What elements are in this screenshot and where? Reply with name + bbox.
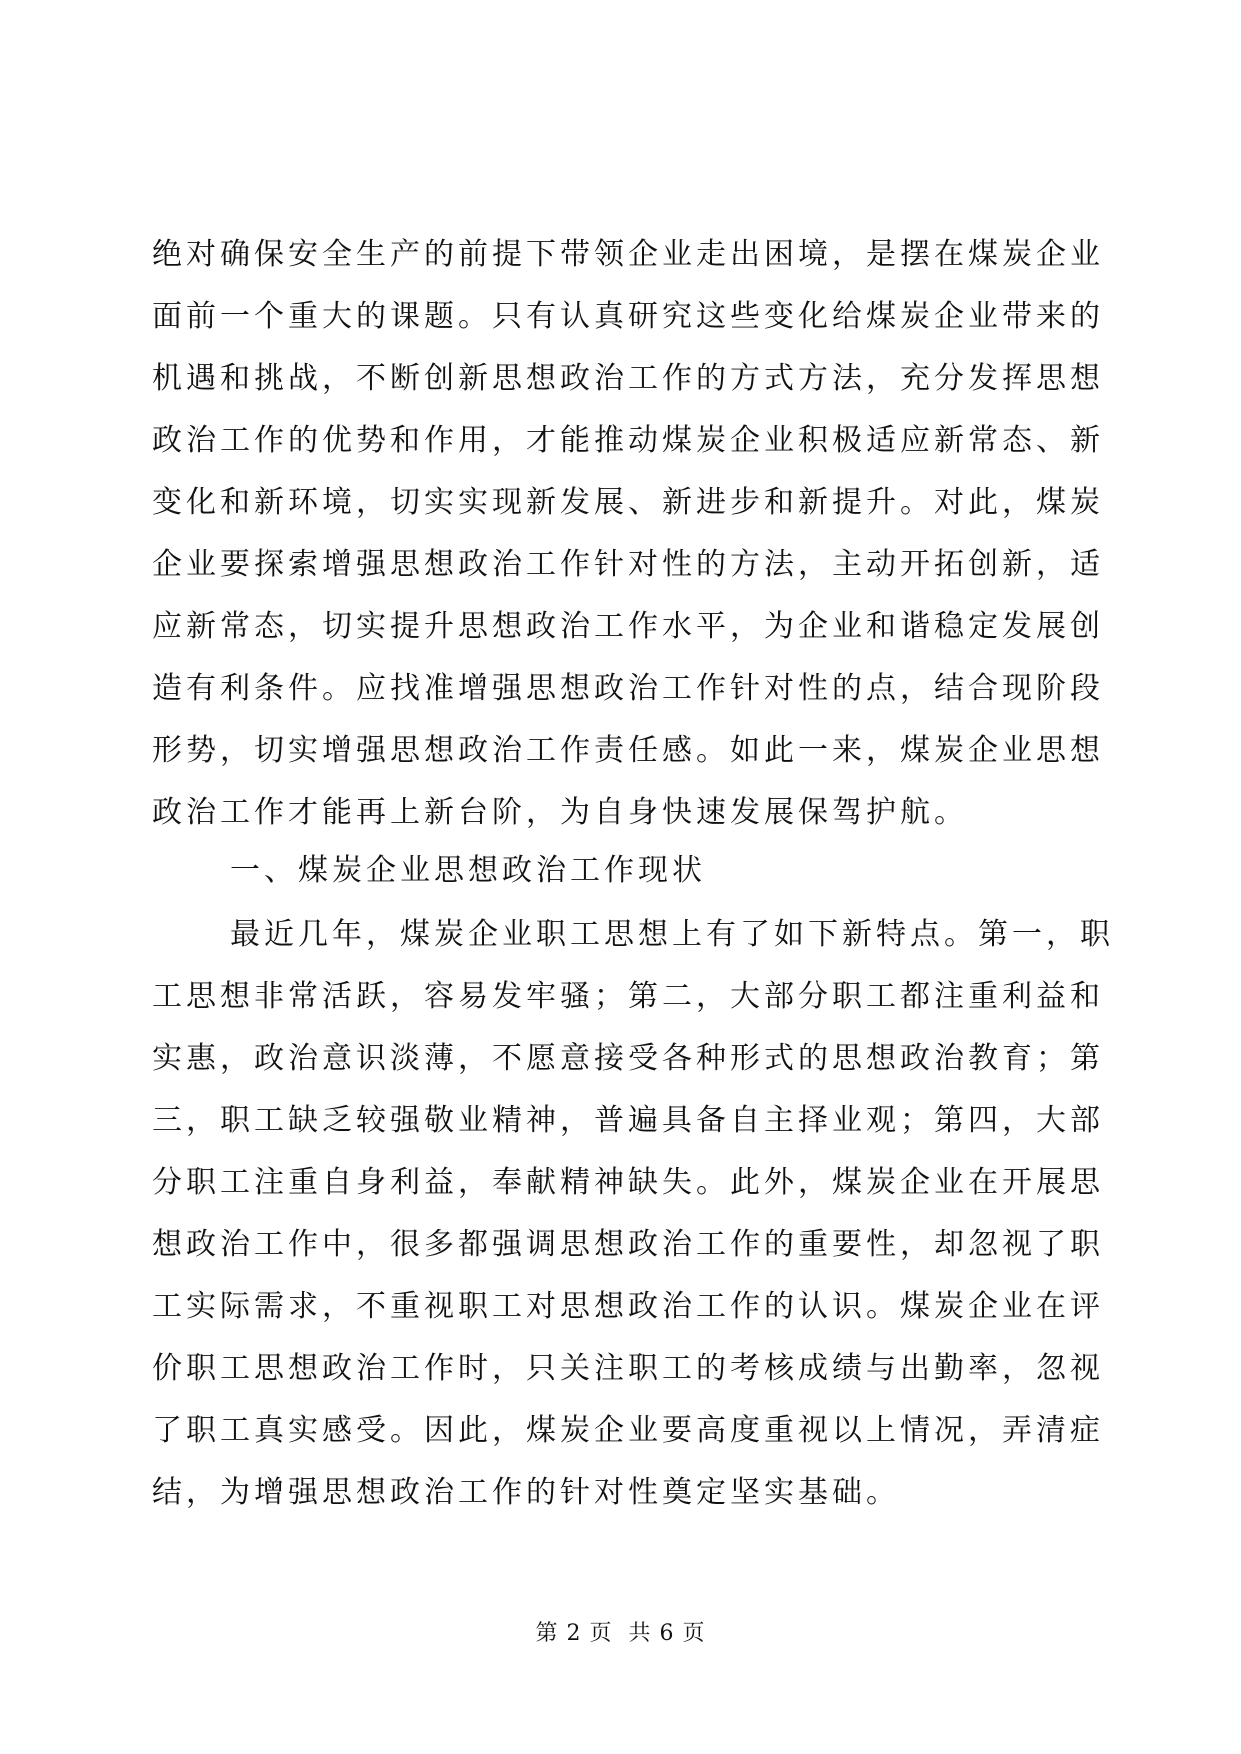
paragraph-line: 了职工真实感受。因此，煤炭企业要高度重视以上情况，弄清症 bbox=[152, 1413, 1104, 1448]
intro-paragraph bbox=[152, 224, 1104, 844]
paragraph-line: 三，职工缺乏较强敬业精神，普遍具备自主择业观；第四，大部 bbox=[152, 1103, 1104, 1138]
paragraph-line: 政治工作才能再上新台阶，为自身快速发展保驾护航。 bbox=[152, 795, 968, 830]
paragraph-line: 工思想非常活跃，容易发牢骚；第二，大部分职工都注重利益和 bbox=[152, 979, 1104, 1014]
paragraph-line: 形势，切实增强思想政治工作责任感。如此一来，煤炭企业思想 bbox=[152, 733, 1104, 768]
section-heading: 一、煤炭企业思想政治工作现状 bbox=[230, 853, 706, 888]
current-status-paragraph bbox=[152, 904, 1114, 1524]
paragraph-line: 想政治工作中，很多都强调思想政治工作的重要性，却忽视了职 bbox=[152, 1227, 1104, 1262]
paragraph-line: 最近几年，煤炭企业职工思想上有了如下新特点。第一，职 bbox=[230, 917, 1114, 952]
paragraph-line: 工实际需求，不重视职工对思想政治工作的认识。煤炭企业在评 bbox=[152, 1289, 1104, 1324]
paragraph-line: 造有利条件。应找准增强思想政治工作针对性的点，结合现阶段 bbox=[152, 671, 1104, 706]
paragraph-line: 应新常态，切实提升思想政治工作水平，为企业和谐稳定发展创 bbox=[152, 609, 1104, 644]
paragraph-line: 面前一个重大的课题。只有认真研究这些变化给煤炭企业带来的 bbox=[152, 299, 1104, 334]
paragraph-line: 政治工作的优势和作用，才能推动煤炭企业积极适应新常态、新 bbox=[152, 423, 1104, 458]
paragraph-line: 实惠，政治意识淡薄，不愿意接受各种形式的思想政治教育；第 bbox=[152, 1041, 1104, 1076]
paragraph-line: 价职工思想政治工作时，只关注职工的考核成绩与出勤率，忽视 bbox=[152, 1351, 1104, 1386]
page-footer: 第 2 页 共 6 页 bbox=[535, 1621, 706, 1646]
paragraph-line: 变化和新环境，切实实现新发展、新进步和新提升。对此，煤炭 bbox=[152, 485, 1104, 520]
paragraph-line: 绝对确保安全生产的前提下带领企业走出困境，是摆在煤炭企业 bbox=[152, 237, 1104, 272]
paragraph-line: 结，为增强思想政治工作的针对性奠定坚实基础。 bbox=[152, 1475, 900, 1510]
paragraph-line: 企业要探索增强思想政治工作针对性的方法，主动开拓创新，适 bbox=[152, 547, 1104, 582]
paragraph-line: 机遇和挑战，不断创新思想政治工作的方式方法，充分发挥思想 bbox=[152, 361, 1104, 396]
paragraph-line: 分职工注重自身利益，奉献精神缺失。此外，煤炭企业在开展思 bbox=[152, 1165, 1104, 1200]
section-heading-block bbox=[152, 840, 1092, 902]
